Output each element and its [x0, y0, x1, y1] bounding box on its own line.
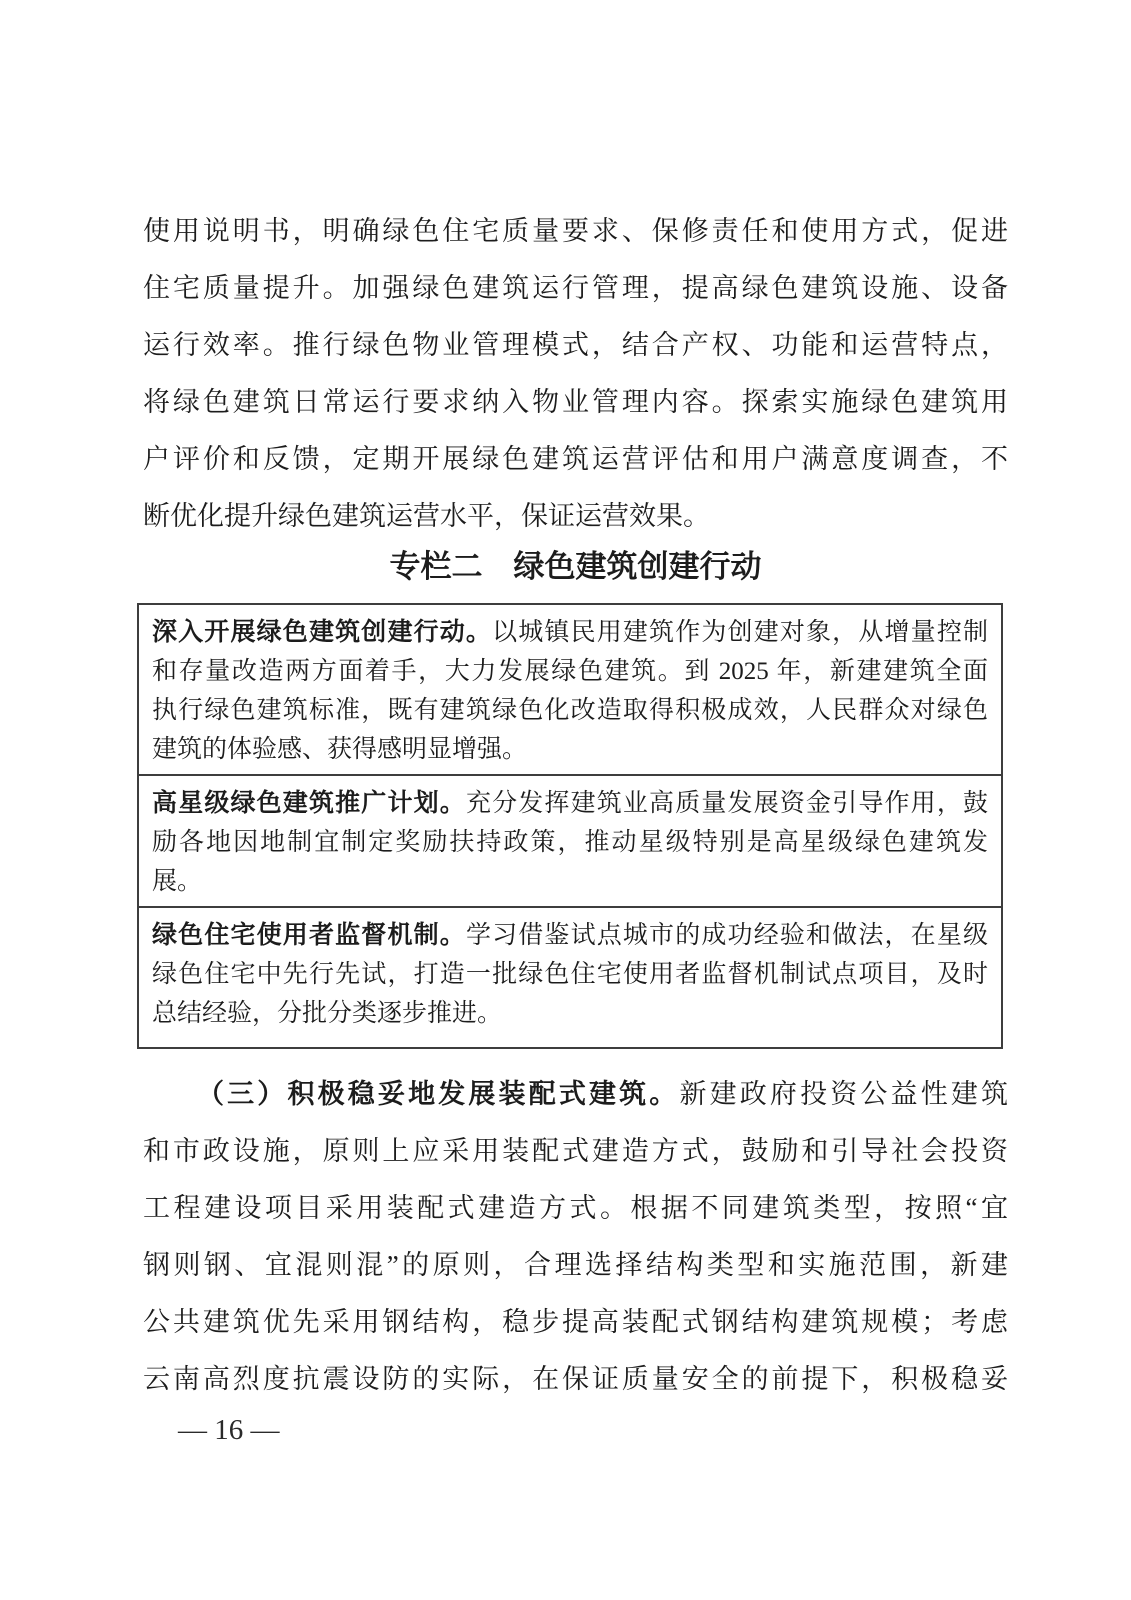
- text-line: 使用说明书，明确绿色住宅质量要求、保修责任和使用方式，促进: [143, 216, 1008, 246]
- text-line: 绿色住宅中先行先试，打造一批绿色住宅使用者监督机制试点项目，及时: [152, 961, 988, 988]
- paragraph-lead: （三）积极稳妥地发展装配式建筑。: [197, 1079, 680, 1109]
- text-line: 云南高烈度抗震设防的实际，在保证质量安全的前提下，积极稳妥: [143, 1364, 1008, 1394]
- text-line: [152, 613, 988, 652]
- text-line: [152, 784, 988, 823]
- section-text: 充分发挥建筑业高质量发展资金引导作用，鼓: [465, 790, 988, 817]
- box-section-creation-action: [139, 605, 1001, 774]
- box-section-user-supervision: [139, 906, 1001, 1047]
- section-lead: 绿色住宅使用者监督机制。: [152, 922, 466, 949]
- section-text: 学习借鉴试点城市的成功经验和做法，在星级: [465, 922, 988, 949]
- text-line: [152, 916, 988, 955]
- box-section-high-star-promotion: [139, 774, 1001, 906]
- text-line: 公共建筑优先采用钢结构，稳步提高装配式钢结构建筑规模；考虑: [143, 1307, 1008, 1337]
- text-line: 户评价和反馈，定期开展绿色建筑运营评估和用户满意度调查，不: [143, 444, 1008, 474]
- text-line: 钢则钢、宜混则混”的原则，合理选择结构类型和实施范围，新建: [143, 1250, 1008, 1280]
- section-lead: 深入开展绿色建筑创建行动。: [152, 619, 493, 646]
- paragraph-prefabricated-buildings: [143, 1066, 1008, 1408]
- text-line: 将绿色建筑日常运行要求纳入物业管理内容。探索实施绿色建筑用: [143, 387, 1008, 417]
- text-line: 展。: [152, 868, 203, 895]
- text-line: 励各地因地制宜制定奖励扶持政策，推动星级特别是高星级绿色建筑发: [152, 829, 988, 856]
- text-line: 住宅质量提升。加强绿色建筑运行管理，提高绿色建筑设施、设备: [143, 273, 1008, 303]
- text-line: 总结经验，分批分类逐步推进。: [152, 1000, 503, 1027]
- text-line: 执行绿色建筑标准，既有建筑绿色化改造取得积极成效，人民群众对绿色: [152, 697, 988, 724]
- text-line: 断优化提升绿色建筑运营水平，保证运营效果。: [143, 501, 710, 531]
- text-line: 工程建设项目采用装配式建造方式。根据不同建筑类型，按照“宜: [143, 1193, 1008, 1223]
- paragraph-text: 新建政府投资公益性建筑: [679, 1079, 1008, 1109]
- text-line: 和存量改造两方面着手，大力发展绿色建筑。到 2025 年，新建建筑全面: [152, 658, 988, 685]
- column-box-title: 专栏二 绿色建筑创建行动: [389, 549, 762, 584]
- page-footer: [178, 1408, 280, 1452]
- text-line: [143, 1066, 1008, 1123]
- text-line: 和市政设施，原则上应采用装配式建造方式，鼓励和引导社会投资: [143, 1136, 1008, 1166]
- page-number: — 16 —: [178, 1414, 280, 1446]
- text-line: 运行效率。推行绿色物业管理模式，结合产权、功能和运营特点，: [143, 330, 1008, 360]
- section-lead: 高星级绿色建筑推广计划。: [152, 790, 466, 817]
- section-text: 以城镇民用建筑作为创建对象，从增量控制: [492, 619, 988, 646]
- text-line: 建筑的体验感、获得感明显增强。: [152, 736, 528, 763]
- paragraph-green-building-operation: [143, 203, 1008, 545]
- column-box: [137, 603, 1003, 1049]
